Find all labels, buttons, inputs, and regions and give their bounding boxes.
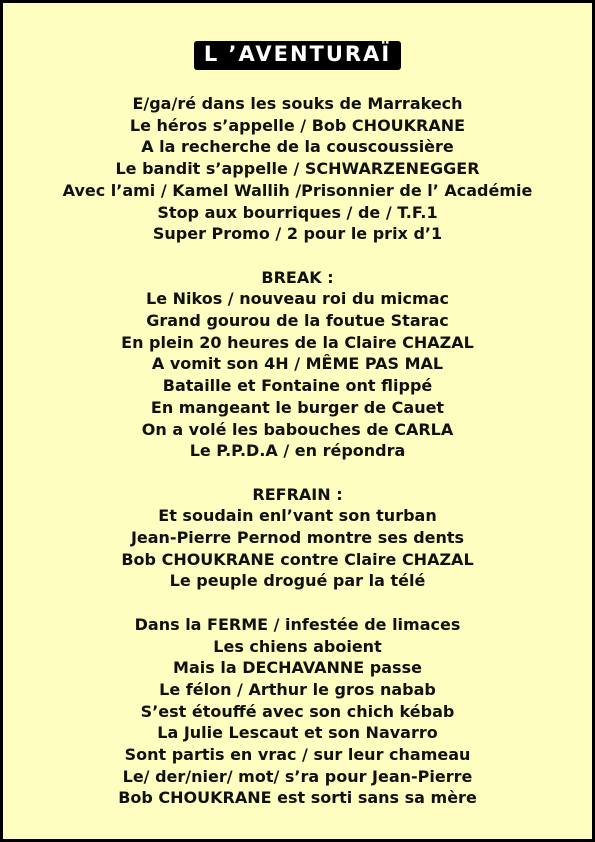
stanza-verse-2	[3, 614, 592, 809]
stanza-refrain	[3, 484, 592, 593]
stanza-verse-1	[3, 93, 592, 245]
lyric-line: Mais la DECHAVANNE passe	[173, 658, 422, 678]
section-heading-refrain: REFRAIN :	[252, 484, 343, 504]
lyric-line: Le héros s’appelle / Bob CHOUKRANE	[129, 115, 466, 135]
lyric-line: Et soudain enl’vant son turban	[158, 506, 437, 526]
lyric-line: Grand gourou de la foutue Starac	[146, 311, 449, 331]
lyric-line: Dans la FERME / infestée de limaces	[134, 614, 461, 634]
lyric-line: Le bandit s’appelle / SCHWARZENEGGER	[115, 159, 480, 179]
lyric-line: En plein 20 heures de la Claire CHAZAL	[121, 332, 474, 352]
section-heading-break: BREAK :	[261, 267, 334, 287]
lyric-line: En mangeant le burger de Cauet	[150, 397, 445, 417]
lyric-line: Bataille et Fontaine ont flippé	[162, 376, 433, 396]
lyric-line: Bob CHOUKRANE est sorti sans sa mère	[118, 788, 477, 808]
lyric-line: Le Nikos / nouveau roi du micmac	[146, 289, 449, 309]
lyric-line: La Julie Lescaut et son Navarro	[157, 723, 438, 743]
lyric-line: Les chiens aboient	[213, 636, 382, 656]
lyric-line: A vomit son 4H / MÊME PAS MAL	[151, 354, 444, 374]
lyric-line: E/ga/ré dans les souks de Marrakech	[132, 94, 463, 113]
lyric-line: Le félon / Arthur le gros nabab	[159, 679, 436, 699]
lyrics-body	[3, 93, 592, 831]
lyric-line: Jean-Pierre Pernod montre ses dents	[130, 528, 465, 548]
lyric-line: Avec l’ami / Kamel Wallih /Prisonnier de l’ Académie	[62, 180, 533, 200]
lyric-line: Le peuple drogué par la télé	[169, 571, 426, 591]
title-banner	[3, 41, 592, 70]
lyric-line: Le P.P.D.A / en répondra	[189, 441, 406, 461]
lyric-line: Super Promo / 2 pour le prix d’1	[152, 224, 443, 244]
page-title: L ’AVENTURAÏ	[194, 41, 401, 70]
lyric-line: S’est étouffé avec son chich kébab	[140, 701, 455, 721]
lyric-line: A la recherche de la couscoussière	[141, 137, 454, 157]
lyrics-sheet	[3, 3, 592, 839]
stanza-break	[3, 267, 592, 462]
lyric-line: Le/ der/nier/ mot/ s’ra pour Jean-Pierre	[122, 766, 473, 786]
lyric-line: Sont partis en vrac / sur leur chameau	[124, 745, 471, 765]
lyric-line: On a volé les babouches de CARLA	[141, 419, 454, 439]
lyric-line: Stop aux bourriques / de / T.F.1	[157, 202, 438, 222]
lyric-line: Bob CHOUKRANE contre Claire CHAZAL	[121, 549, 474, 569]
